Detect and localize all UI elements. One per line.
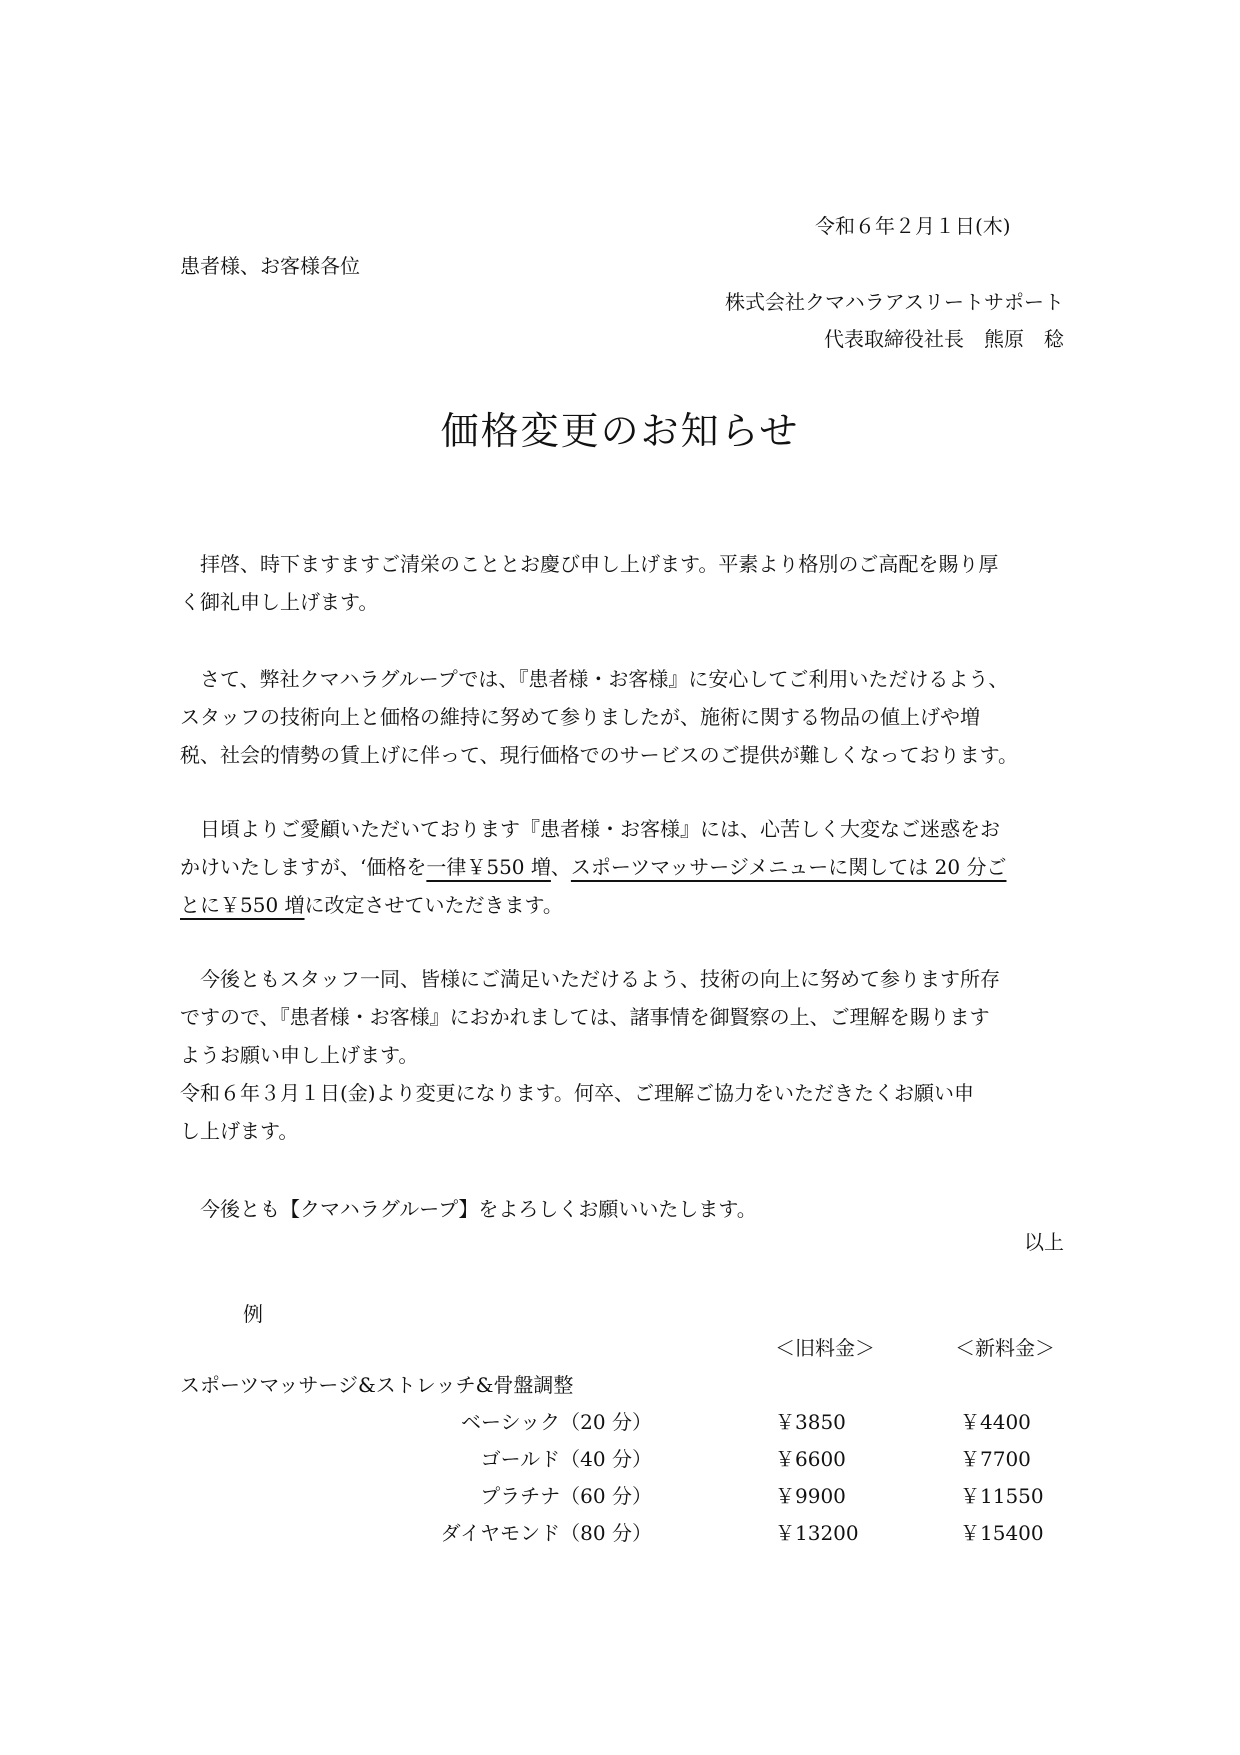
underlined-massage-increase: スポーツマッサージメニューに関しては 20 分ご bbox=[570, 855, 1007, 879]
paragraph-line bbox=[180, 848, 1070, 886]
paragraph-line bbox=[180, 886, 1070, 924]
paragraph-line: 日頃よりご愛顧いただいております『患者様・お客様』には、心苦しく大変なご迷惑をお bbox=[180, 817, 1000, 841]
underlined-massage-increase-cont: とに￥550 増 bbox=[180, 893, 305, 917]
new-price: ￥11550 bbox=[960, 1484, 1044, 1508]
course-name: ダイヤモンド（80 分） bbox=[440, 1521, 652, 1545]
service-category: スポーツマッサージ&ストレッチ&骨盤調整 bbox=[180, 1373, 574, 1397]
price-change-paragraph bbox=[180, 810, 1070, 924]
old-price: ￥6600 bbox=[775, 1447, 846, 1471]
text-segment: に改定させていただきます。 bbox=[304, 893, 563, 917]
paragraph-line: さて、弊社クマハラグループでは、『患者様・お客様』に安心してご利用いただけるよう、 bbox=[180, 667, 1009, 691]
paragraph-line: 今後ともスタッフ一同、皆様にご満足いただけるよう、技術の向上に努めて参ります所存 bbox=[180, 967, 1000, 991]
new-price: ￥7700 bbox=[960, 1447, 1031, 1471]
paragraph-line: 拝啓、時下ますますご清栄のこととお慶び申し上げます。平素より格別のご高配を賜り厚 bbox=[180, 552, 999, 576]
greeting-paragraph bbox=[180, 545, 1070, 621]
old-price: ￥9900 bbox=[775, 1484, 846, 1508]
underlined-flat-increase: 一律￥550 増 bbox=[426, 855, 551, 879]
old-price: ￥13200 bbox=[775, 1521, 859, 1545]
price-row bbox=[180, 1478, 1070, 1515]
representative-name: 代表取締役社長 熊原 稔 bbox=[824, 327, 1064, 351]
example-label: 例 bbox=[243, 1302, 263, 1326]
background-paragraph bbox=[180, 660, 1070, 774]
old-price-header: ＜旧料金＞ bbox=[775, 1336, 875, 1360]
paragraph-line: 今後とも【クマハラグループ】をよろしくお願いいたします。 bbox=[180, 1197, 757, 1221]
paragraph-line: く御礼申し上げます。 bbox=[180, 590, 379, 614]
course-name: ゴールド（40 分） bbox=[480, 1447, 652, 1471]
course-name: プラチナ（60 分） bbox=[480, 1484, 652, 1508]
price-row bbox=[180, 1441, 1070, 1478]
paragraph-line: 税、社会的情勢の賃上げに伴って、現行価格でのサービスのご提供が難しくなっております。 bbox=[180, 743, 1018, 767]
new-price: ￥15400 bbox=[960, 1521, 1044, 1545]
price-table bbox=[180, 1330, 1070, 1552]
new-price-header: ＜新料金＞ bbox=[955, 1336, 1055, 1360]
request-paragraph bbox=[180, 960, 1070, 1150]
text-segment: かけいたしますが、‘価格を bbox=[180, 855, 427, 879]
price-row bbox=[180, 1404, 1070, 1441]
paragraph-line: 令和６年３月１日(金)より変更になります。何卒、ご理解ご協力をいただきたくお願い申 bbox=[180, 1081, 975, 1105]
course-name: ベーシック（20 分） bbox=[460, 1410, 652, 1434]
paragraph-line: ようお願い申し上げます。 bbox=[180, 1043, 419, 1067]
paragraph-line: ですので、『患者様・お客様』におかれましては、諸事情を御賢察の上、ご理解を賜ります bbox=[180, 1005, 990, 1029]
new-price: ￥4400 bbox=[960, 1410, 1031, 1434]
company-name: 株式会社クマハラアスリートサポート bbox=[725, 290, 1064, 314]
addressee: 患者様、お客様各位 bbox=[180, 254, 360, 278]
document-title: 価格変更のお知らせ bbox=[440, 409, 800, 453]
paragraph-line: スタッフの技術向上と価格の維持に努めて参りましたが、施術に関する物品の値上げや増 bbox=[180, 705, 980, 729]
paragraph-line: し上げます。 bbox=[180, 1119, 299, 1143]
text-segment: 、 bbox=[550, 855, 571, 879]
closing-paragraph bbox=[180, 1190, 1070, 1228]
price-row bbox=[180, 1515, 1070, 1552]
price-table-header bbox=[180, 1330, 1070, 1367]
closing-mark: 以上 bbox=[1024, 1230, 1064, 1254]
old-price: ￥3850 bbox=[775, 1410, 846, 1434]
document-date: 令和６年２月１日(木) bbox=[815, 214, 1011, 238]
